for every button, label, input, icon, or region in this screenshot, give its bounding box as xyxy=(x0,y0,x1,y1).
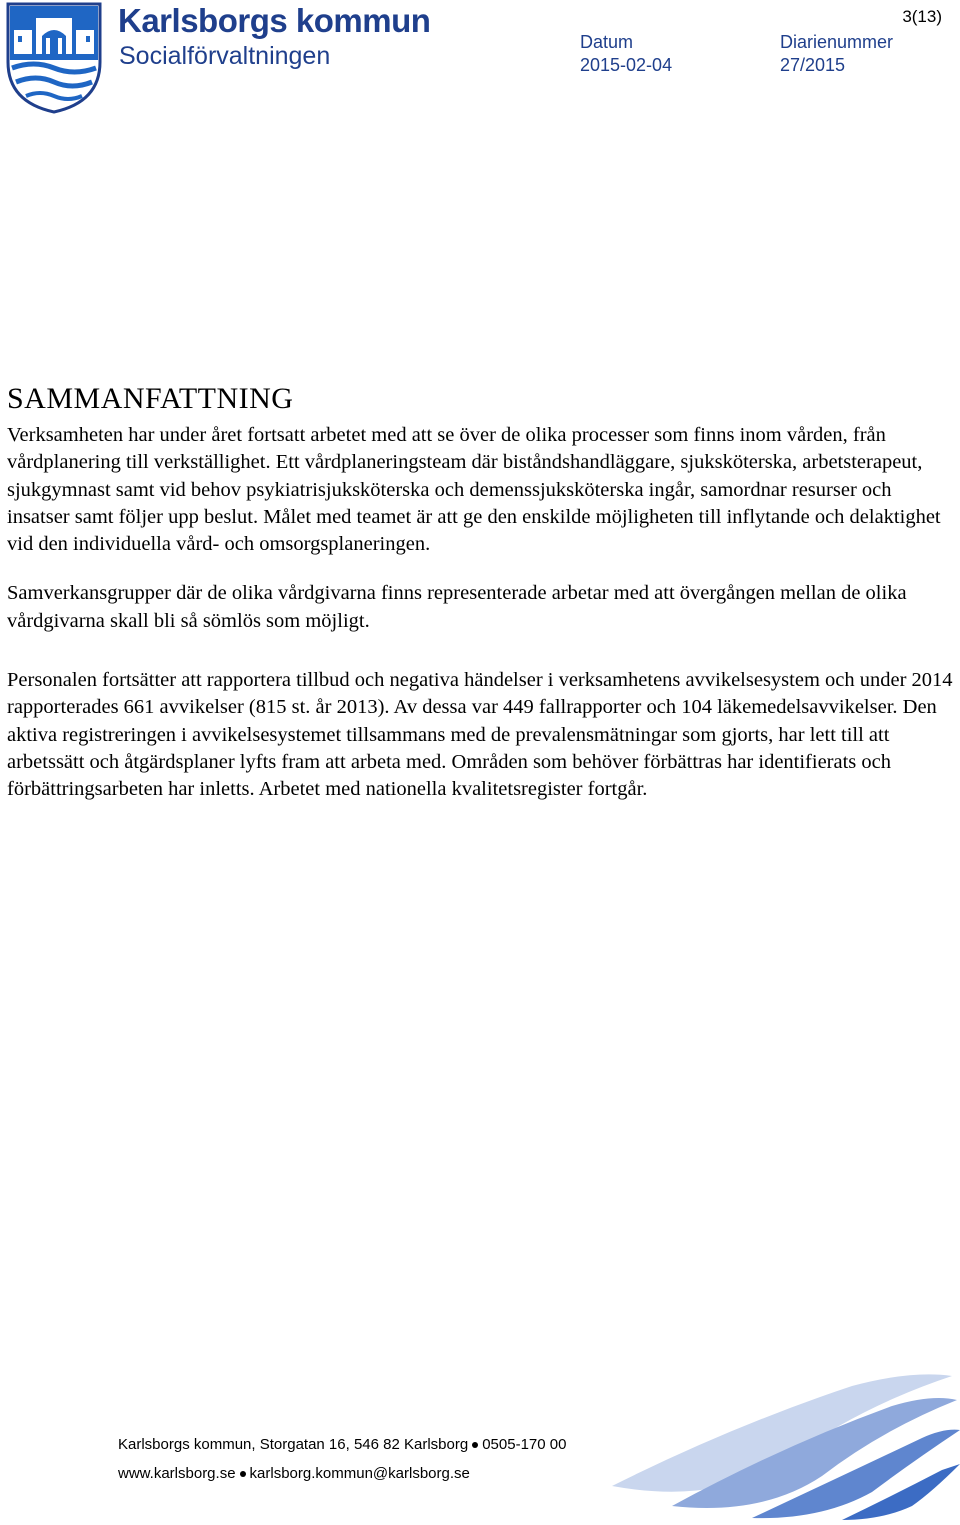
department-name: Socialförvaltningen xyxy=(119,42,331,70)
footer-contact-line xyxy=(118,1465,470,1482)
footer-address: Karlsborgs kommun, Storgatan 16, 546 82 Karlsborg xyxy=(118,1436,469,1453)
bullet-icon xyxy=(472,1442,478,1448)
section-heading: SAMMANFATTNING xyxy=(7,382,294,415)
diary-number-label: Diarienummer xyxy=(780,32,894,52)
document-body xyxy=(7,382,953,826)
footer-phone: 0505-170 00 xyxy=(482,1436,567,1453)
paragraph: Verksamheten har under året fortsatt arbetet med att se över de olika processer som finns inom vården, från vårdplanering till verkställighet. Ett vårdplaneringsteam där biståndshandläggare, sjuksköterska, arbetsterapeut, sjukgymnast samt vid behov psykiatrisjuksköterska och demenssjuksköterska ingår, samordnar resurser och insatser samt följer upp beslut. Målet med teamet är att ge den enskilde möjligheten till inflytande och delaktighet vid den individuella vård- och omsorgsplaneringen. xyxy=(7,424,941,556)
wave-swoosh-icon xyxy=(612,1366,960,1520)
page-number: 3(13) xyxy=(902,7,942,26)
org-name: Karlsborgs kommun xyxy=(118,2,431,39)
date-label: Datum xyxy=(580,32,634,52)
municipal-logo-icon xyxy=(6,2,102,114)
bullet-icon xyxy=(240,1471,246,1477)
footer-address-line xyxy=(118,1436,566,1453)
paragraph: Personalen fortsätter att rapportera tillbud och negativa händelser i verksamhetens avvikelsesystem och under 2014 rapporterades 661 avvikelser (815 st. år 2013). Av dessa var 449 fallrapporter och 104 läkemedelsavvikelser. Den aktiva registreringen i avvikelsesystemet tillsammans med de prevalensmätningar som gjorts, har lett till att arbetssätt och åtgärdsplaner lyfts fram att arbeta med. Områden som behöver förbättras har identifierats och förbättringsarbeten har inletts. Arbetet med nationella kvalitetsregister fortgår. xyxy=(7,669,953,801)
diary-number-value: 27/2015 xyxy=(780,55,846,75)
paragraph: Samverkansgrupper där de olika vårdgivarna finns representerade arbetar med att övergången mellan de olika vårdgivarna skall bli så sömlös som möjligt. xyxy=(7,582,907,632)
date-value: 2015-02-04 xyxy=(580,55,673,75)
footer-website[interactable]: www.karlsborg.se xyxy=(118,1465,236,1482)
footer-email[interactable]: karlsborg.kommun@karlsborg.se xyxy=(249,1465,470,1482)
